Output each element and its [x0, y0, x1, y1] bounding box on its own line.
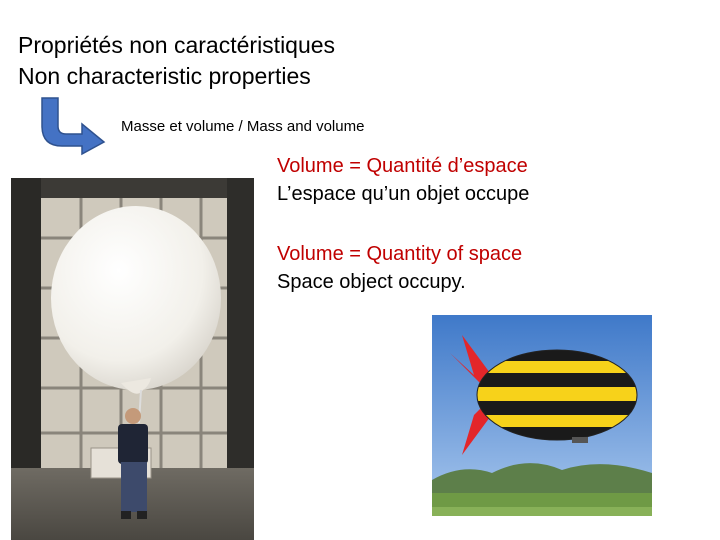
curved-arrow-down-right-icon: [34, 96, 108, 156]
definition-en-1: Volume = Quantity of space: [277, 243, 523, 265]
definition-en-2: Space object occupy.: [277, 271, 466, 293]
slide-title: [18, 30, 335, 92]
title-line-french: Propriétés non caractéristiques: [18, 32, 336, 58]
volume-definitions: [277, 152, 529, 296]
definition-fr-2: L’espace qu’un objet occupe: [277, 183, 530, 205]
title-line-english: Non characteristic properties: [18, 63, 311, 89]
definition-fr-1: Volume = Quantité d’espace: [277, 155, 528, 177]
section-subtitle: Masse et volume / Mass and volume: [121, 118, 365, 135]
weather-balloon-photo: [11, 178, 254, 540]
striped-airship-photo: [432, 315, 652, 516]
